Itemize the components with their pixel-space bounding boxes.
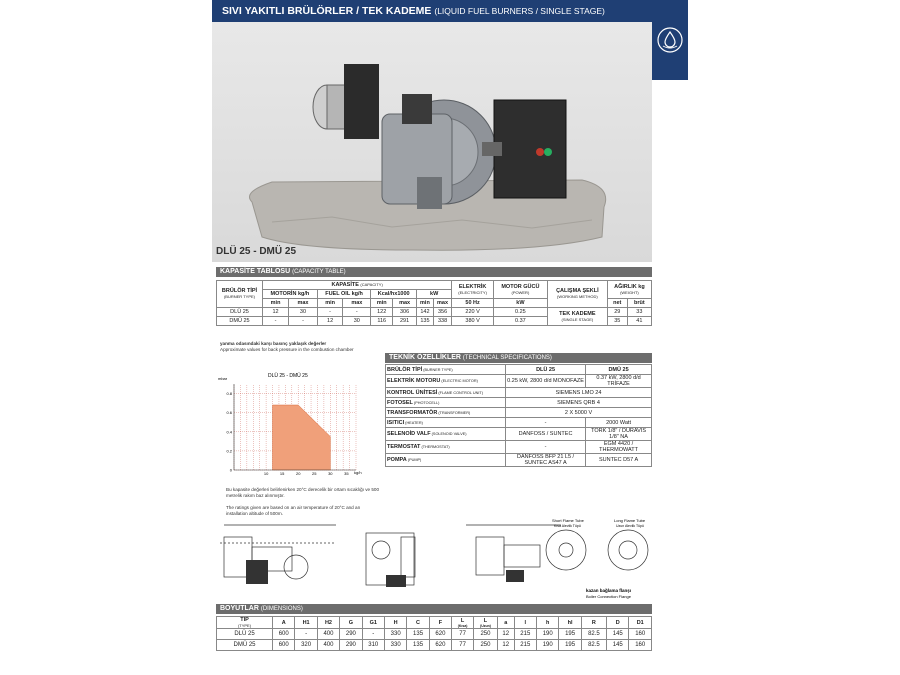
page-header	[212, 0, 688, 22]
y-tick-label: 0.8	[226, 391, 232, 397]
table-row: DMÜ 25 600 320 400 290 310 330 135 620 77 250 12 215 190 195 82.5 145 160	[217, 640, 652, 651]
burner-photo	[212, 22, 652, 262]
dimensions-section-bar: BOYUTLAR (DIMENSIONS)	[216, 604, 652, 614]
table-row: DMÜ 25 - - 12 30 116 291 135 338 380 V 0.37 35 41	[217, 317, 652, 326]
chart-title: DLÜ 25 - DMÜ 25	[268, 373, 308, 379]
table-row: SELENOİD VALF (SOLENOID VALVE) DANFOSS / SUNTEC TORK 1/8" / DURAVİS 1/8" NA	[386, 428, 652, 441]
dimensions-table: TİP (TYPE) A H1 H2 G G1 H C F L (Kısa) L (Uzun) a l h hl R D D1 DLÜ 25 600 - 400 290 - 330 135 620 77 250 12 215 190 195 82.5 145 160 DMÜ 25 600 320 400 290 310 330 135 620 77 250 12 215 190 195 82.5 145 160	[216, 616, 652, 651]
capacity-section-bar: KAPASİTE TABLOSU (CAPACITY TABLE)	[216, 267, 652, 277]
table-row: DLÜ 25 600 - 400 290 - 330 135 620 77 250 12 215 190 195 82.5 145 160	[217, 629, 652, 640]
y-tick-label: 0.4	[226, 429, 232, 435]
chart-note: yanma odasındaki karşı basınç yaklaşık değerler Approximate values for back pressure in the combustion chamber	[220, 341, 354, 352]
y-tick-label: 0.2	[226, 448, 232, 454]
back-pressure-chart	[216, 372, 376, 482]
tech-spec-table	[385, 364, 652, 467]
burner-illustration	[212, 22, 652, 262]
table-row: TRANSFORMATÖR (TRANSFORMER) 2 X 5000 V	[386, 408, 652, 418]
table-row: DLÜ 25 12 30 - - 122 306 142 356 220 V 0.25 TEK KADEME (SINGLE STAGE) 29 33	[217, 308, 652, 317]
tech-section-bar: TEKNİK ÖZELLİKLER (TECHNICAL SPECIFICATIONS)	[385, 353, 652, 363]
table-row: TERMOSTAT (THERMOSTAT) - EGM 4420 / THERMOWATT	[386, 441, 652, 454]
table-row: FOTOSEL (PHOTOCELL) SIEMENS QRB 4	[386, 398, 652, 408]
x-tick-label: 15	[279, 471, 285, 476]
header-subtitle: (LIQUID FUEL BURNERS / SINGLE STAGE)	[434, 6, 605, 16]
short-tube-label-tr: Kısa Alevlik Tüpü	[554, 524, 581, 528]
header-title: SIVI YAKITLI BRÜLÖRLER / TEK KADEME	[222, 5, 432, 17]
short-tube-label: Short Flame Tube	[552, 518, 584, 523]
y-tick-label: 0.6	[226, 410, 232, 416]
ratings-note: Bu kapasite değerleri belirlenirken 20°C derecelik bir ortam sıcaklığı ve 500 metrelik rakım baz alınmıştır. The ratings given are based on an air temperature of 20°C and an installation altitude of 500m.	[226, 487, 379, 516]
table-row: POMPA (PUMP) DANFOSS BFP 21 L5 / SUNTEC AS47 A SUNTEC D57 A	[386, 454, 652, 467]
brand-logo-tab	[652, 0, 688, 80]
x-tick-label: 10	[263, 471, 269, 476]
table-row: BRÜLÖR TİPİ (BURNER TYPE) DLÜ 25 DMÜ 25	[386, 365, 652, 375]
y-tick-label: 0	[229, 467, 232, 473]
long-tube-label: Long Flame Tube	[614, 518, 646, 523]
dimension-drawings	[216, 515, 652, 605]
table-row: KONTROL ÜNİTESİ (FLAME CONTROL UNIT) SIEMENS LMO 24	[386, 388, 652, 398]
chart-ylabel: mbar	[218, 376, 228, 381]
long-tube-label-tr: Uzun Alevlik Tüpü	[616, 524, 644, 528]
table-row: ELEKTRİK MOTORU (ELECTRIC MOTOR) 0.25 kW, 2800 d/d MONOFAZE 0.37 kW, 2800 d/d TRİFAZE	[386, 375, 652, 388]
x-tick-label: 25	[312, 471, 317, 476]
flange-label-tr: kazan bağlama flanşı	[586, 588, 632, 593]
fuel-drop-icon	[657, 27, 683, 53]
x-tick-label: 35	[344, 471, 349, 476]
catalog-page	[212, 0, 688, 675]
capacity-table: BRÜLÖR TİPİ (BURNER TYPE) KAPASİTE (CAPACITY) ELEKTRİK (ELECTRICITY) MOTOR GÜCÜ (POWER) ÇALIŞMA ŞEKLİ (WORKING METHOD) AĞIRLIK kg (WEIGHT) MOTORİN kg/h FUEL OIL kg/h Kcal/hx1000 kW min max min max min max min max 50 Hz kW net brüt DLÜ 25 12 30 - - 122 306 142 356 220 V 0.25 TEK KADEME (SINGLE STAGE) 29 33 DMÜ 25 - - 12 30 116 291 135 338 380 V 0.37 35 41	[216, 280, 652, 326]
operating-range-area	[273, 405, 331, 470]
x-tick-label: 30	[328, 471, 333, 476]
flange-label-en: Boiler Connection Flange	[586, 594, 631, 599]
chart-xlabel: kg/h	[354, 470, 362, 475]
model-title: DLÜ 25 - DMÜ 25	[216, 246, 297, 257]
x-tick-label: 20	[295, 471, 301, 476]
table-row: ISITICI (HEATER) - 2000 Watt	[386, 418, 652, 428]
